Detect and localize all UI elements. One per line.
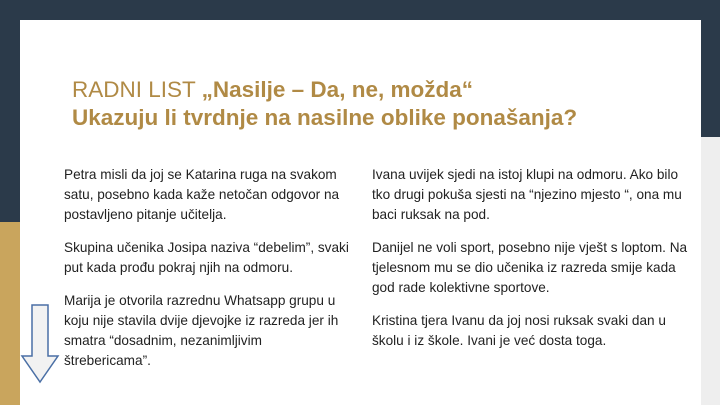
title-quote: „Nasilje – Da, ne, možda“ (201, 77, 473, 102)
left-column (64, 165, 352, 371)
title-line-2: Ukazuju li tvrdnje na nasilne oblike ponašanja? (72, 105, 578, 130)
title-prefix: RADNI LIST (72, 77, 202, 102)
statement-paragraph: Marija je otvorila razrednu Whatsapp grupu u koju nije stavila dvije djevojke iz razreda jer ih smatra “dosadnim, nezanimljivim štrebericama”. (64, 293, 339, 368)
down-arrow-icon (20, 304, 60, 384)
statement-paragraph: Skupina učenika Josipa naziva “debelim”, svaki put kada prođu pokraj njih na odmoru. (64, 240, 349, 275)
statement-paragraph: Danijel ne voli sport, posebno nije vješt s loptom. Na tjelesnom mu se dio učenika iz razreda smije kada god rade kolektivne sportove. (372, 240, 688, 295)
statement-paragraph: Kristina tjera Ivanu da joj nosi ruksak svaki dan u školu i iz škole. Ivani je već dosta toga. (372, 313, 666, 348)
slide-title (72, 76, 692, 132)
statement-paragraph: Ivana uvijek sjedi na istoj klupi na odmoru. Ako bilo tko drugi pokuša sjesti na “njezino mjesto “, ona mu baci ruksak na pod. (372, 167, 682, 222)
right-column (372, 165, 692, 351)
statement-paragraph: Petra misli da joj se Katarina ruga na svakom satu, posebno kada kaže netočan odgovor na postavljeno pitanje učitelja. (64, 167, 340, 222)
title-line-1 (72, 76, 692, 104)
